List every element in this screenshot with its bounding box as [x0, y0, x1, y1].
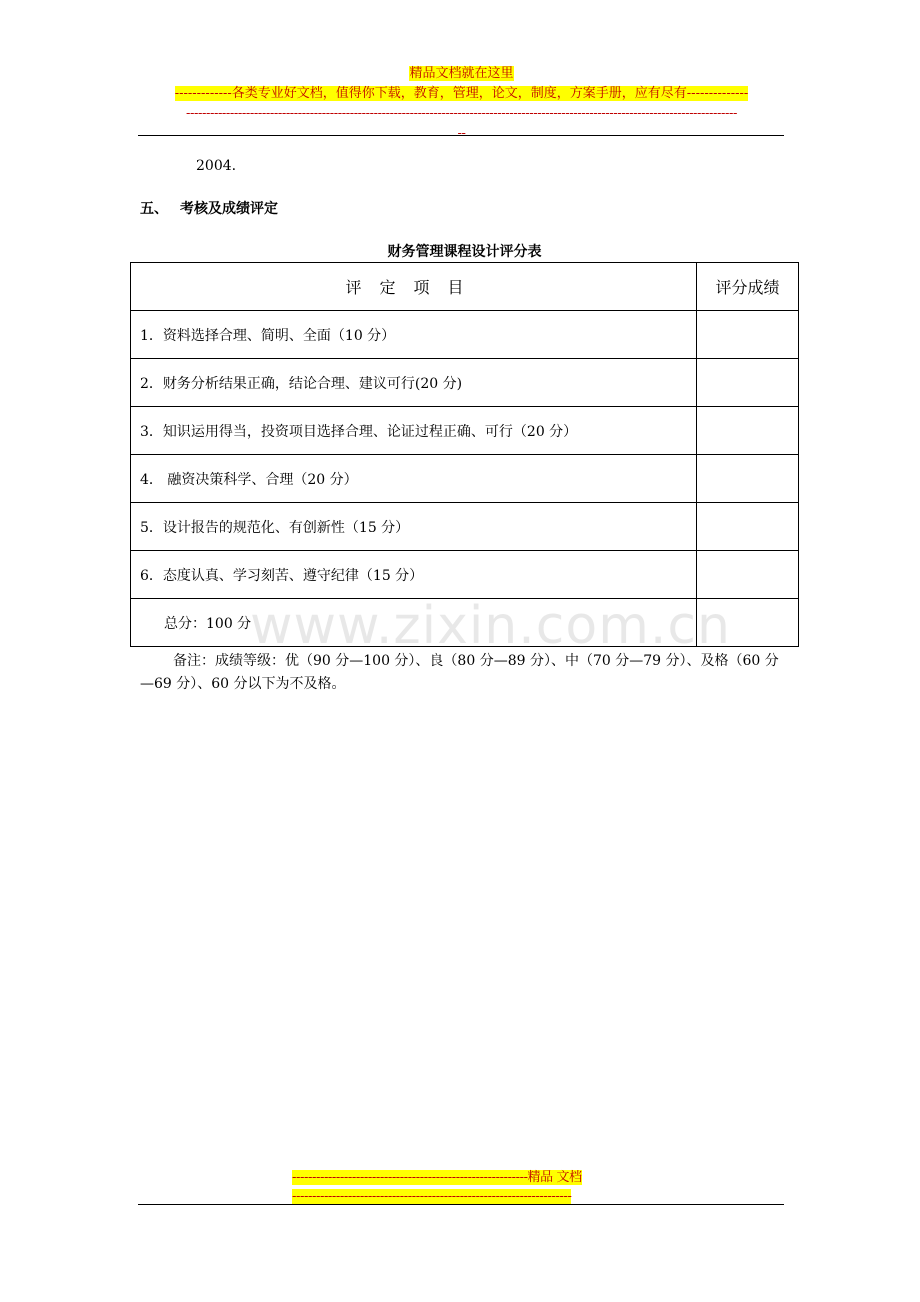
table-header-row [131, 263, 799, 311]
page-footer [292, 1168, 582, 1206]
header-slogan: -------------各类专业好文档，值得你下载，教育，管理，论文，制度，方案手册，应有尽有-------------- [174, 86, 749, 101]
table-row [131, 503, 799, 551]
grading-note: 备注：成绩等级：优（90 分—100 分）、良（80 分—89 分）、中（70 分—79 分）、及格（60 分—69 分）、60 分以下为不及格。 [140, 653, 779, 692]
item-cell: 6．态度认真、学习刻苦、遵守纪律（15 分） [131, 551, 697, 599]
header-dash-tail: -- [457, 126, 466, 141]
section-title: 考核及成绩评定 [180, 201, 278, 217]
section-number: 五、 [140, 201, 168, 217]
header-rule [138, 135, 784, 136]
item-cell: 2．财务分析结果正确，结论合理、建议可行(20 分) [131, 359, 697, 407]
table-row [131, 551, 799, 599]
score-cell [697, 551, 799, 599]
page-header [140, 64, 783, 144]
score-cell [697, 503, 799, 551]
total-score-cell [697, 599, 799, 647]
table-title: 财务管理课程设计评分表 [387, 244, 542, 260]
score-cell [697, 311, 799, 359]
watermark: www.zixin.com.cn [250, 596, 731, 656]
header-score-cell: 评分成绩 [697, 263, 799, 311]
score-cell [697, 455, 799, 503]
header-item-cell: 评定项目 [131, 263, 697, 311]
year-text: 2004. [196, 158, 237, 174]
section-heading [140, 198, 278, 218]
table-row [131, 311, 799, 359]
table-row [131, 455, 799, 503]
item-cell: 3．知识运用得当，投资项目选择合理、论证过程正确、可行（20 分） [131, 407, 697, 455]
footer-rule [138, 1204, 784, 1205]
table-row [131, 407, 799, 455]
footer-line-2: ---------------------------------------------------------------------- [292, 1189, 572, 1204]
score-table [130, 262, 799, 647]
table-total-row [131, 599, 799, 647]
score-cell [697, 359, 799, 407]
score-cell [697, 407, 799, 455]
footer-line-1: -----------------------------------------------------------精品 文档 [292, 1170, 582, 1185]
item-cell: 4． 融资决策科学、合理（20 分） [131, 455, 697, 503]
header-title: 精品文档就在这里 [409, 66, 514, 81]
table-row [131, 359, 799, 407]
header-dash-line: ------------------------------------------------------------------------------------------------------------------------------------------ [186, 106, 737, 121]
item-cell: 1．资料选择合理、简明、全面（10 分） [131, 311, 697, 359]
item-cell: 5．设计报告的规范化、有创新性（15 分） [131, 503, 697, 551]
total-cell: 总分：100 分 [131, 599, 697, 647]
